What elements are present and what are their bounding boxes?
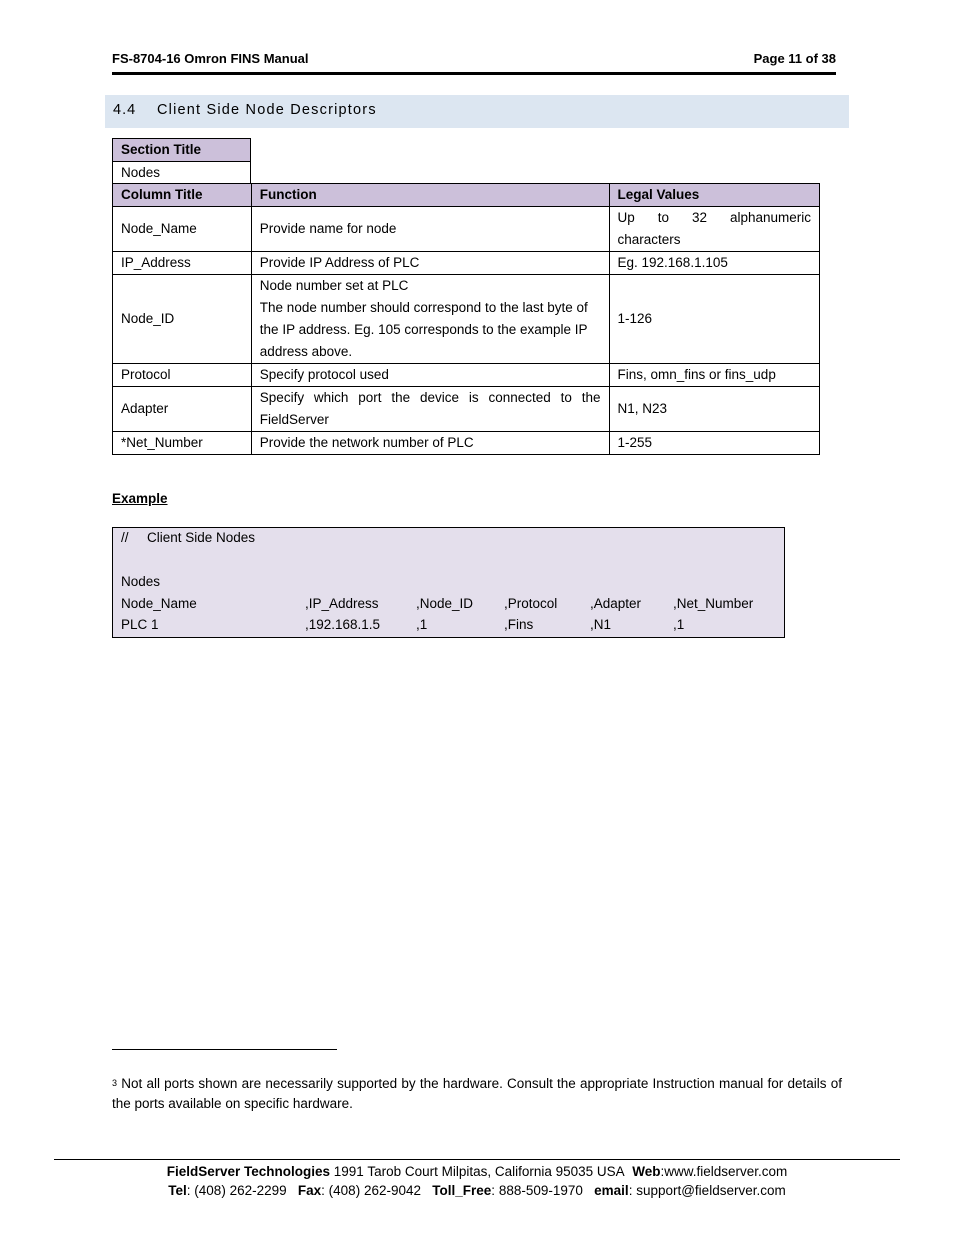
cell-legal: Up to 32 alphanumeric characters xyxy=(609,207,820,252)
code-comment-text: Client Side Nodes xyxy=(147,530,256,545)
table-row xyxy=(113,364,820,387)
section-number: 4.4 xyxy=(113,102,137,118)
cell-legal: 1-255 xyxy=(609,432,820,455)
cell-legal: Fins, omn_fins or fins_udp xyxy=(609,364,820,387)
code-data-cell: ,Fins xyxy=(504,617,534,632)
table-row xyxy=(113,387,820,432)
footer-address: 1991 Tarob Court Milpitas, California 95035 USA xyxy=(333,1164,625,1179)
code-section-name: Nodes xyxy=(121,574,161,589)
table-header-row xyxy=(113,184,820,207)
code-data-cell: ,N1 xyxy=(590,617,612,632)
cell-function: Provide IP Address of PLC xyxy=(251,252,609,275)
code-header-cell: ,Protocol xyxy=(504,596,558,611)
footnote-rule xyxy=(112,1049,337,1050)
footer-tollfree-label: Toll_Free xyxy=(432,1183,492,1198)
code-header-cell: Node_Name xyxy=(121,596,197,611)
cell-function: Provide the network number of PLC xyxy=(251,432,609,455)
footer-rule xyxy=(54,1159,900,1160)
code-header-cell: ,Adapter xyxy=(590,596,642,611)
footer-tollfree: 888-509-1970 xyxy=(498,1183,583,1198)
footer-company: FieldServer Technologies xyxy=(166,1164,331,1179)
cell-column: IP_Address xyxy=(113,252,252,275)
header-rule xyxy=(112,72,836,75)
code-data-cell: ,1 xyxy=(673,617,685,632)
document-title: FS-8704-16 Omron FINS Manual xyxy=(112,51,309,66)
page-number: Page 11 of 38 xyxy=(753,51,836,66)
table-row xyxy=(113,252,820,275)
cell-legal: 1-126 xyxy=(609,275,820,364)
code-data-cell: PLC 1 xyxy=(121,617,159,632)
code-data-cell: ,192.168.1.5 xyxy=(305,617,381,632)
code-comment-slash: // xyxy=(121,530,129,545)
footer-contact-line: Tel: (408) 262-2299 Fax: (408) 262-9042 Toll_Free: 888-509-1970 email: support@fieldserver.com xyxy=(168,1183,786,1198)
cell-column: Adapter xyxy=(113,387,252,432)
table-row xyxy=(113,432,820,455)
code-data-cell: ,1 xyxy=(416,617,428,632)
cell-column: Node_Name xyxy=(113,207,252,252)
code-header-cell: ,Net_Number xyxy=(673,596,754,611)
cell-legal: Eg. 192.168.1.105 xyxy=(609,252,820,275)
column-descriptors-table xyxy=(112,183,820,455)
cell-function xyxy=(251,275,609,364)
example-label: Example xyxy=(112,491,168,506)
footnote-marker: 3 xyxy=(112,1078,118,1088)
cell-function: Specify protocol used xyxy=(251,364,609,387)
footer-email-label: email xyxy=(594,1183,629,1198)
cell-column: Protocol xyxy=(113,364,252,387)
footer-web: www.fieldserver.com xyxy=(664,1164,788,1179)
footer-email: support@fieldserver.com xyxy=(636,1183,786,1198)
footnote-text: Not all ports shown are necessarily supported by the hardware. Consult the appropriate Instruction manual for details of the ports available on specific hardware. xyxy=(112,1076,842,1111)
section-title-header: Section Title xyxy=(113,139,251,162)
section-title-table xyxy=(112,138,251,185)
header-legal-values: Legal Values xyxy=(609,184,820,207)
footer-address-line: FieldServer Technologies 1991 Tarob Court Milpitas, California 95035 USA Web:www.fieldserver.com xyxy=(166,1164,788,1179)
cell-function-line: The node number should correspond to the last byte of the IP address. Eg. 105 corresponds to the example IP address above. xyxy=(259,300,588,359)
cell-column: Node_ID xyxy=(113,275,252,364)
example-code-box xyxy=(112,527,785,638)
cell-function-line: Node number set at PLC xyxy=(259,278,409,293)
code-header-cell: ,IP_Address xyxy=(305,596,379,611)
cell-legal: N1, N23 xyxy=(609,387,820,432)
footnote xyxy=(112,1074,842,1114)
table-row xyxy=(113,275,820,364)
footer-web-label: Web xyxy=(632,1164,661,1179)
section-title-value: Nodes xyxy=(113,162,251,185)
footer-fax-label: Fax xyxy=(297,1183,322,1198)
cell-function: Specify which port the device is connected to the FieldServer xyxy=(251,387,609,432)
cell-column: *Net_Number xyxy=(113,432,252,455)
code-header-cell: ,Node_ID xyxy=(416,596,474,611)
table-row xyxy=(113,207,820,252)
section-title: Client Side Node Descriptors xyxy=(157,102,377,118)
header-function: Function xyxy=(251,184,609,207)
footer-fax: (408) 262-9042 xyxy=(328,1183,421,1198)
footer-tel-label: Tel xyxy=(168,1183,187,1198)
footer-tel: (408) 262-2299 xyxy=(194,1183,287,1198)
header-column-title: Column Title xyxy=(113,184,252,207)
cell-function: Provide name for node xyxy=(251,207,609,252)
